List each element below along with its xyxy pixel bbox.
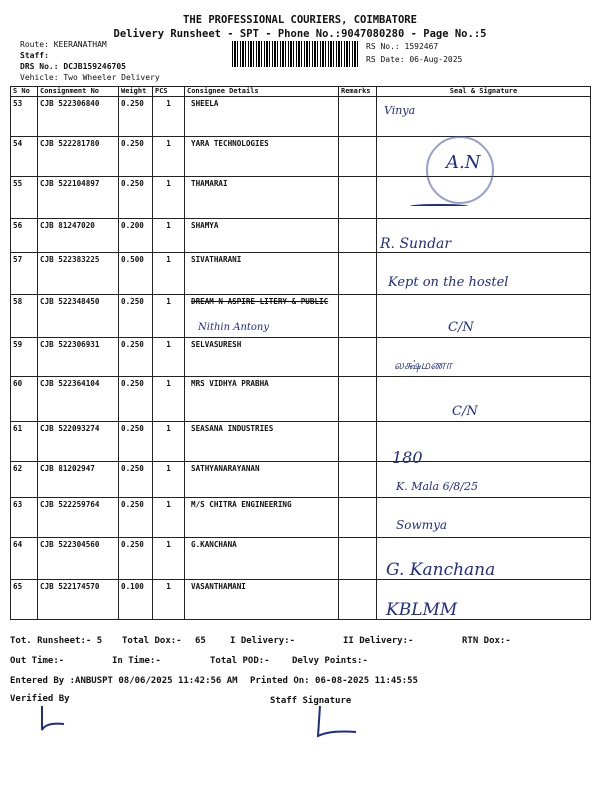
remarks-cell bbox=[339, 498, 377, 538]
sno-cell: 56 bbox=[11, 219, 38, 253]
consignee-cell: SEASANA INDUSTRIES bbox=[185, 422, 339, 462]
pcs-cell: 1 bbox=[153, 219, 185, 253]
consignment-cell: CJB 81202947 bbox=[38, 462, 119, 498]
sno-cell: 60 bbox=[11, 377, 38, 422]
tot-runsheet: Tot. Runsheet:- 5 bbox=[10, 636, 103, 646]
remarks-cell bbox=[339, 253, 377, 295]
runsheet-subtitle: Delivery Runsheet - SPT - Phone No.:9047080280 - Page No.:5 bbox=[113, 28, 487, 40]
col-consignment: Consignment No bbox=[38, 87, 119, 97]
remarks-cell bbox=[339, 377, 377, 422]
sno-cell: 64 bbox=[11, 538, 38, 580]
col-consignee: Consignee Details bbox=[185, 87, 339, 97]
consignee-cell: SIVATHARANI bbox=[185, 253, 339, 295]
consignee-cell: SATHYANARAYANAN bbox=[185, 462, 339, 498]
table-row bbox=[11, 137, 591, 177]
table-row bbox=[11, 177, 591, 219]
consignment-cell: CJB 522364104 bbox=[38, 377, 119, 422]
weight-cell: 0.250 bbox=[119, 137, 153, 177]
table-row bbox=[11, 219, 591, 253]
weight-cell: 0.250 bbox=[119, 177, 153, 219]
pcs-cell: 1 bbox=[153, 97, 185, 137]
signature-57: Kept on the hostel bbox=[388, 275, 509, 290]
rtn-dox: RTN Dox:- bbox=[462, 636, 511, 646]
signature-62: K. Mala 6/8/25 bbox=[396, 480, 479, 493]
weight-cell: 0.250 bbox=[119, 422, 153, 462]
pcs-cell: 1 bbox=[153, 137, 185, 177]
remarks-cell bbox=[339, 97, 377, 137]
consignment-cell: CJB 522306931 bbox=[38, 338, 119, 377]
remarks-cell bbox=[339, 580, 377, 620]
consignment-cell: CJB 522281780 bbox=[38, 137, 119, 177]
consignment-cell: CJB 522348450 bbox=[38, 295, 119, 338]
col-weight: Weight bbox=[119, 87, 153, 97]
signature-cell bbox=[377, 295, 591, 338]
i-delivery: I Delivery:- bbox=[230, 636, 296, 646]
consignment-cell: CJB 522383225 bbox=[38, 253, 119, 295]
consignment-cell: CJB 522104897 bbox=[38, 177, 119, 219]
pcs-cell: 1 bbox=[153, 253, 185, 295]
signature-56: R. Sundar bbox=[380, 236, 452, 252]
consignment-cell: CJB 522306840 bbox=[38, 97, 119, 137]
table-row bbox=[11, 462, 591, 498]
signature-55-scribble bbox=[410, 204, 468, 208]
remarks-cell bbox=[339, 219, 377, 253]
handwritten-name-58: Nithin Antony bbox=[198, 322, 270, 333]
pcs-cell: 1 bbox=[153, 538, 185, 580]
weight-cell: 0.250 bbox=[119, 462, 153, 498]
pcs-cell: 1 bbox=[153, 462, 185, 498]
company-title: THE PROFESSIONAL COURIERS, COIMBATORE bbox=[183, 14, 417, 26]
table-row bbox=[11, 538, 591, 580]
consignee-cell: M/S CHITRA ENGINEERING bbox=[185, 498, 339, 538]
total-dox-label: Total Dox:- bbox=[122, 636, 182, 646]
consignee-cell: VASANTHAMANI bbox=[185, 580, 339, 620]
signature-60: C/N bbox=[452, 404, 478, 419]
consignee-cell: THAMARAI bbox=[185, 177, 339, 219]
staff-signature: Staff Signature bbox=[270, 696, 352, 706]
signature-58: C/N bbox=[448, 320, 474, 335]
remarks-cell bbox=[339, 422, 377, 462]
col-remarks: Remarks bbox=[339, 87, 377, 97]
sno-cell: 62 bbox=[11, 462, 38, 498]
col-pcs: PCS bbox=[153, 87, 185, 97]
table-row bbox=[11, 580, 591, 620]
consignment-cell: CJB 522259764 bbox=[38, 498, 119, 538]
staff-signature-mark bbox=[304, 704, 364, 740]
sno-cell: 58 bbox=[11, 295, 38, 338]
delvy-points: Delvy Points:- bbox=[292, 656, 368, 666]
weight-cell: 0.100 bbox=[119, 580, 153, 620]
vehicle-label: Vehicle: Two Wheeler Delivery bbox=[20, 73, 160, 82]
weight-cell: 0.250 bbox=[119, 97, 153, 137]
col-sno: S No bbox=[11, 87, 38, 97]
drs-number: DRS No.: DCJB159246705 bbox=[20, 62, 126, 71]
pcs-cell: 1 bbox=[153, 498, 185, 538]
pcs-cell: 1 bbox=[153, 177, 185, 219]
remarks-cell bbox=[339, 295, 377, 338]
signature-53: Vinya bbox=[384, 104, 416, 117]
staff-label: Staff: bbox=[20, 51, 49, 60]
runsheet-table bbox=[10, 86, 591, 620]
signature-61: 180 bbox=[392, 448, 423, 467]
consignee-cell: DREAM N ASPIRE LITERY & PUBLIC bbox=[185, 295, 339, 338]
rs-date: RS Date: 06-Aug-2025 bbox=[366, 55, 463, 64]
consignment-cell: CJB 522304560 bbox=[38, 538, 119, 580]
weight-cell: 0.250 bbox=[119, 538, 153, 580]
remarks-cell bbox=[339, 137, 377, 177]
rs-number: RS No.: 1592467 bbox=[366, 42, 439, 51]
consignee-cell: SELVASURESH bbox=[185, 338, 339, 377]
weight-cell: 0.250 bbox=[119, 377, 153, 422]
verified-by: Verified By bbox=[10, 694, 70, 704]
consignment-cell: CJB 522174570 bbox=[38, 580, 119, 620]
sno-cell: 61 bbox=[11, 422, 38, 462]
table-row bbox=[11, 377, 591, 422]
signature-54: A.N bbox=[446, 152, 481, 173]
consignee-cell: MRS VIDHYA PRABHA bbox=[185, 377, 339, 422]
weight-cell: 0.250 bbox=[119, 295, 153, 338]
signature-65: KBLMM bbox=[386, 600, 458, 620]
entered-by: Entered By :ANBUSPT 08/06/2025 11:42:56 AM bbox=[10, 676, 238, 686]
weight-cell: 0.250 bbox=[119, 338, 153, 377]
signature-59: லக்ஷ்மணா bbox=[394, 358, 452, 372]
consignment-cell: CJB 81247020 bbox=[38, 219, 119, 253]
pcs-cell: 1 bbox=[153, 580, 185, 620]
pcs-cell: 1 bbox=[153, 295, 185, 338]
table-row bbox=[11, 97, 591, 137]
sno-cell: 63 bbox=[11, 498, 38, 538]
table-row bbox=[11, 422, 591, 462]
remarks-cell bbox=[339, 462, 377, 498]
pcs-cell: 1 bbox=[153, 338, 185, 377]
sno-cell: 53 bbox=[11, 97, 38, 137]
route-label: Route: KEERANATHAM bbox=[20, 40, 107, 49]
signature-cell bbox=[377, 377, 591, 422]
consignee-cell: YARA TECHNOLOGIES bbox=[185, 137, 339, 177]
barcode bbox=[232, 41, 360, 67]
in-time: In Time:- bbox=[112, 656, 161, 666]
remarks-cell bbox=[339, 177, 377, 219]
sno-cell: 54 bbox=[11, 137, 38, 177]
pcs-cell: 1 bbox=[153, 422, 185, 462]
sno-cell: 55 bbox=[11, 177, 38, 219]
sno-cell: 65 bbox=[11, 580, 38, 620]
table-row bbox=[11, 295, 591, 338]
pcs-cell: 1 bbox=[153, 377, 185, 422]
col-signature: Seal & Signature bbox=[377, 87, 591, 97]
verifier-signature bbox=[30, 704, 70, 734]
table-row bbox=[11, 338, 591, 377]
weight-cell: 0.200 bbox=[119, 219, 153, 253]
ii-delivery: II Delivery:- bbox=[343, 636, 414, 646]
consignment-cell: CJB 522093274 bbox=[38, 422, 119, 462]
consignee-cell: SHAMYA bbox=[185, 219, 339, 253]
total-dox-value: 65 bbox=[195, 636, 206, 646]
signature-63: Sowmya bbox=[396, 518, 448, 532]
weight-cell: 0.500 bbox=[119, 253, 153, 295]
total-pod: Total POD:- bbox=[210, 656, 270, 666]
printed-on: Printed On: 06-08-2025 11:45:55 bbox=[250, 676, 418, 686]
remarks-cell bbox=[339, 538, 377, 580]
sno-cell: 59 bbox=[11, 338, 38, 377]
consignee-cell: G.KANCHANA bbox=[185, 538, 339, 580]
signature-64: G. Kanchana bbox=[386, 560, 496, 580]
out-time: Out Time:- bbox=[10, 656, 65, 666]
table-row bbox=[11, 498, 591, 538]
weight-cell: 0.250 bbox=[119, 498, 153, 538]
remarks-cell bbox=[339, 338, 377, 377]
consignee-cell: SHEELA bbox=[185, 97, 339, 137]
sno-cell: 57 bbox=[11, 253, 38, 295]
